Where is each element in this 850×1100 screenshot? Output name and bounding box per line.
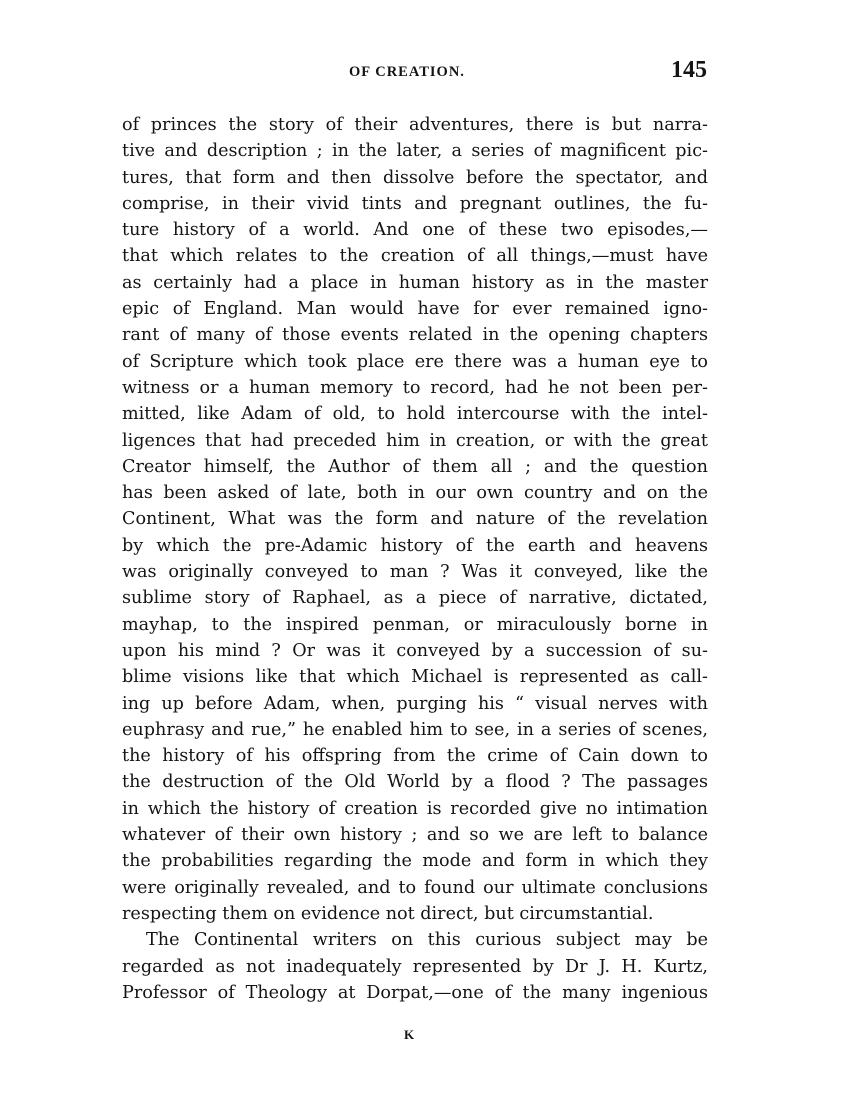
paragraph-1: [122, 112, 708, 927]
text-line: ing up before Adam, when, purging his “ visual nerves with: [122, 693, 708, 714]
text-line: tive and description ; in the later, a series of magnificent pic-: [122, 141, 708, 162]
running-head: OF CREATION.: [349, 64, 465, 80]
text-line: of princes the story of their adventures, there is but narra-: [122, 115, 708, 135]
text-line: euphrasy and rue,” he enabled him to see, in a series of scenes,: [122, 719, 708, 740]
text-line: ture history of a world. And one of these two episodes,—: [122, 220, 708, 241]
text-line: that which relates to the creation of all things,—must have: [122, 246, 708, 267]
text-line: Creator himself, the Author of them all ; and the question: [122, 456, 708, 477]
text-line: blime visions like that which Michael is represented as call-: [122, 667, 708, 688]
text-line: Professor of Theology at Dorpat,—one of the many ingenious: [122, 982, 708, 1003]
text-line: the destruction of the Old World by a flood ? The passages: [122, 772, 708, 793]
text-line: ligences that had preceded him in creation, or with the great: [122, 430, 708, 451]
text-line: tures, that form and then dissolve before the spectator, and: [122, 167, 708, 188]
text-line: was originally conveyed to man ? Was it conveyed, like the: [122, 562, 708, 583]
text-line: the probabilities regarding the mode and form in which they: [122, 851, 708, 872]
text-line: whatever of their own history ; and so we are left to balance: [122, 825, 708, 846]
page-number: 145: [671, 57, 707, 83]
text-line: the history of his offspring from the crime of Cain down to: [122, 746, 708, 767]
text-line: by which the pre-Adamic history of the earth and heavens: [122, 535, 708, 556]
text-line: as certainly had a place in human history as in the master: [122, 272, 708, 293]
text-line: mitted, like Adam of old, to hold intercourse with the intel-: [122, 404, 708, 425]
text-line: regarded as not inadequately represented by Dr J. H. Kurtz,: [122, 956, 708, 977]
signature-mark: K: [404, 1027, 415, 1042]
text-line: of Scripture which took place ere there was a human eye to: [122, 351, 708, 372]
text-line: comprise, in their vivid tints and pregnant outlines, the fu-: [122, 193, 708, 214]
text-line: has been asked of late, both in our own country and on the: [122, 483, 708, 504]
text-line: upon his mind ? Or was it conveyed by a succession of su-: [122, 640, 708, 661]
text-line: sublime story of Raphael, as a piece of narrative, dictated,: [122, 588, 708, 609]
text-line: were originally revealed, and to found our ultimate conclusions: [122, 877, 708, 898]
text-line: respecting them on evidence not direct, but circumstantial.: [122, 903, 654, 924]
text-line: in which the history of creation is recorded give no intimation: [122, 798, 708, 819]
text-line: witness or a human memory to record, had he not been per-: [122, 377, 708, 398]
paragraph-2: [122, 927, 708, 1006]
body-text: [122, 112, 708, 1006]
text-line: epic of England. Man would have for ever remained igno-: [122, 299, 708, 320]
text-line: The Continental writers on this curious subject may be: [146, 930, 708, 951]
text-line: rant of many of those events related in the opening chapters: [122, 325, 708, 346]
text-line: mayhap, to the inspired penman, or miraculously borne in: [122, 614, 708, 635]
text-line: Continent, What was the form and nature of the revelation: [122, 509, 708, 530]
